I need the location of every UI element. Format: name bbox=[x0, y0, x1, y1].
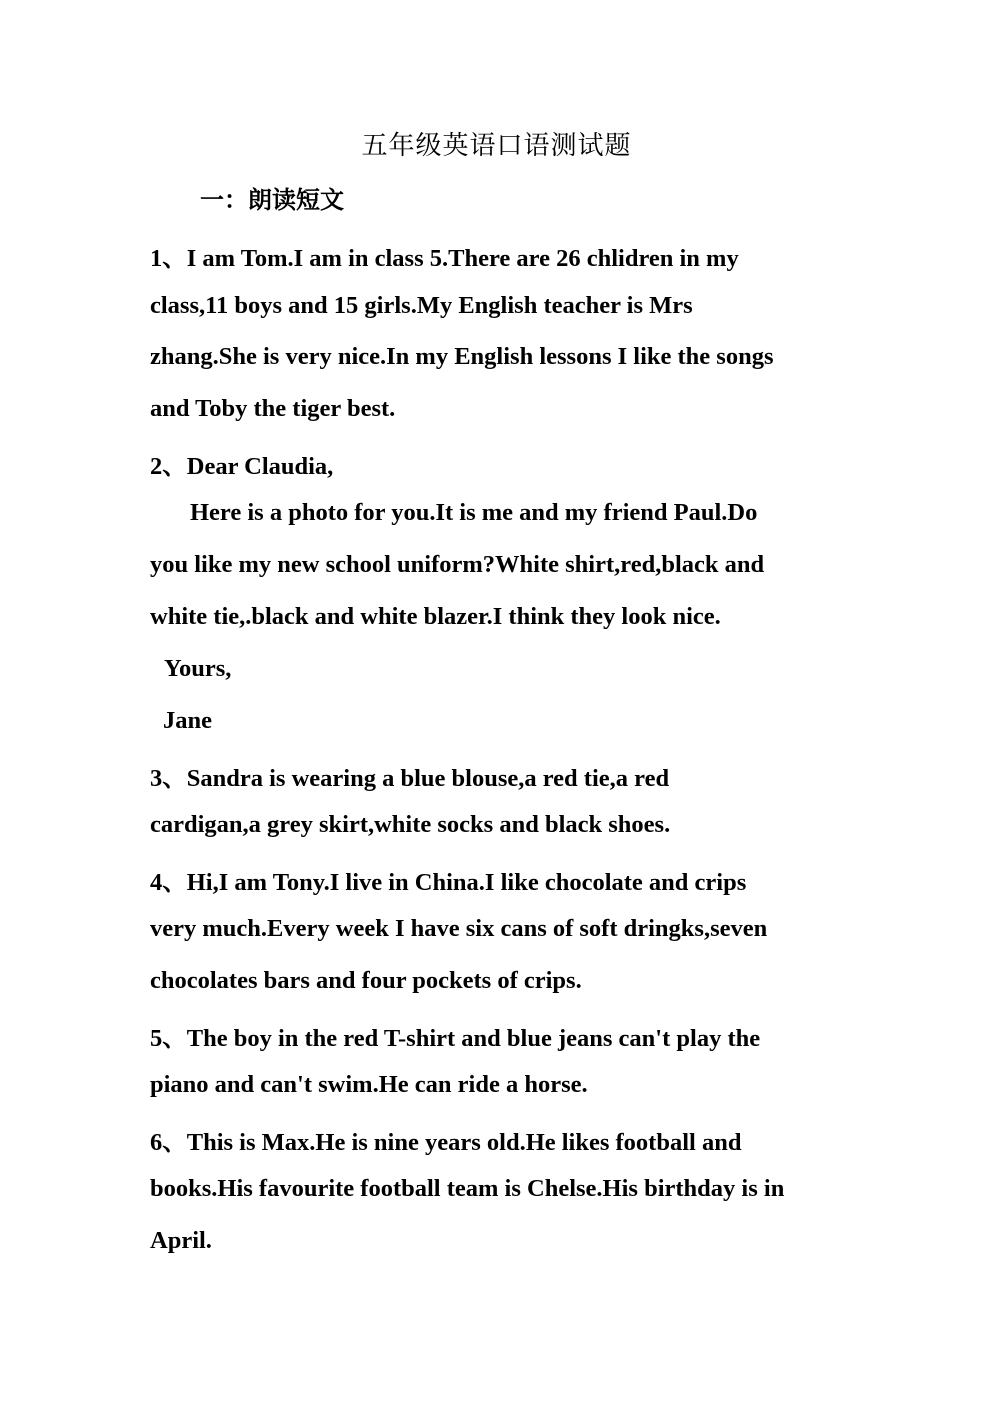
passage-line: you like my new school uniform?White shirt,red,black and bbox=[150, 551, 765, 578]
passage-line: 4、Hi,I am Tony.I live in China.I like chocolate and crips bbox=[150, 869, 747, 896]
passage-line: white tie,.black and white blazer.I think they look nice. bbox=[150, 603, 721, 630]
passage-line: zhang.She is very nice.In my English lessons I like the songs bbox=[150, 343, 774, 370]
section-heading: 一：朗读短文 bbox=[200, 185, 344, 214]
passage-line: 5、The boy in the red T-shirt and blue jeans can't play the bbox=[150, 1025, 761, 1052]
passage-line: 2、Dear Claudia, bbox=[150, 453, 334, 480]
passage-line: chocolates bars and four pockets of crips. bbox=[150, 967, 582, 994]
passage-line: 3、Sandra is wearing a blue blouse,a red tie,a red bbox=[150, 765, 670, 792]
passage-line: cardigan,a grey skirt,white socks and black shoes. bbox=[150, 811, 671, 838]
passage-line: April. bbox=[150, 1227, 212, 1254]
passage-line: very much.Every week I have six cans of soft dringks,seven bbox=[150, 915, 768, 942]
passage-line: and Toby the tiger best. bbox=[150, 395, 396, 422]
passage-line: Jane bbox=[163, 707, 212, 734]
passage-line: 6、This is Max.He is nine years old.He likes football and bbox=[150, 1129, 742, 1156]
page-title: 五年级英语口语测试题 bbox=[361, 131, 632, 161]
passage-line: books.His favourite football team is Chelse.His birthday is in bbox=[150, 1175, 785, 1202]
passage-line: piano and can't swim.He can ride a horse. bbox=[150, 1071, 588, 1098]
passage-line: Yours, bbox=[164, 655, 232, 682]
passage-line: 1、I am Tom.I am in class 5.There are 26 chlidren in my bbox=[150, 245, 739, 272]
passage-line: Here is a photo for you.It is me and my friend Paul.Do bbox=[190, 499, 758, 526]
passage-line: class,11 boys and 15 girls.My English teacher is Mrs bbox=[150, 292, 693, 319]
